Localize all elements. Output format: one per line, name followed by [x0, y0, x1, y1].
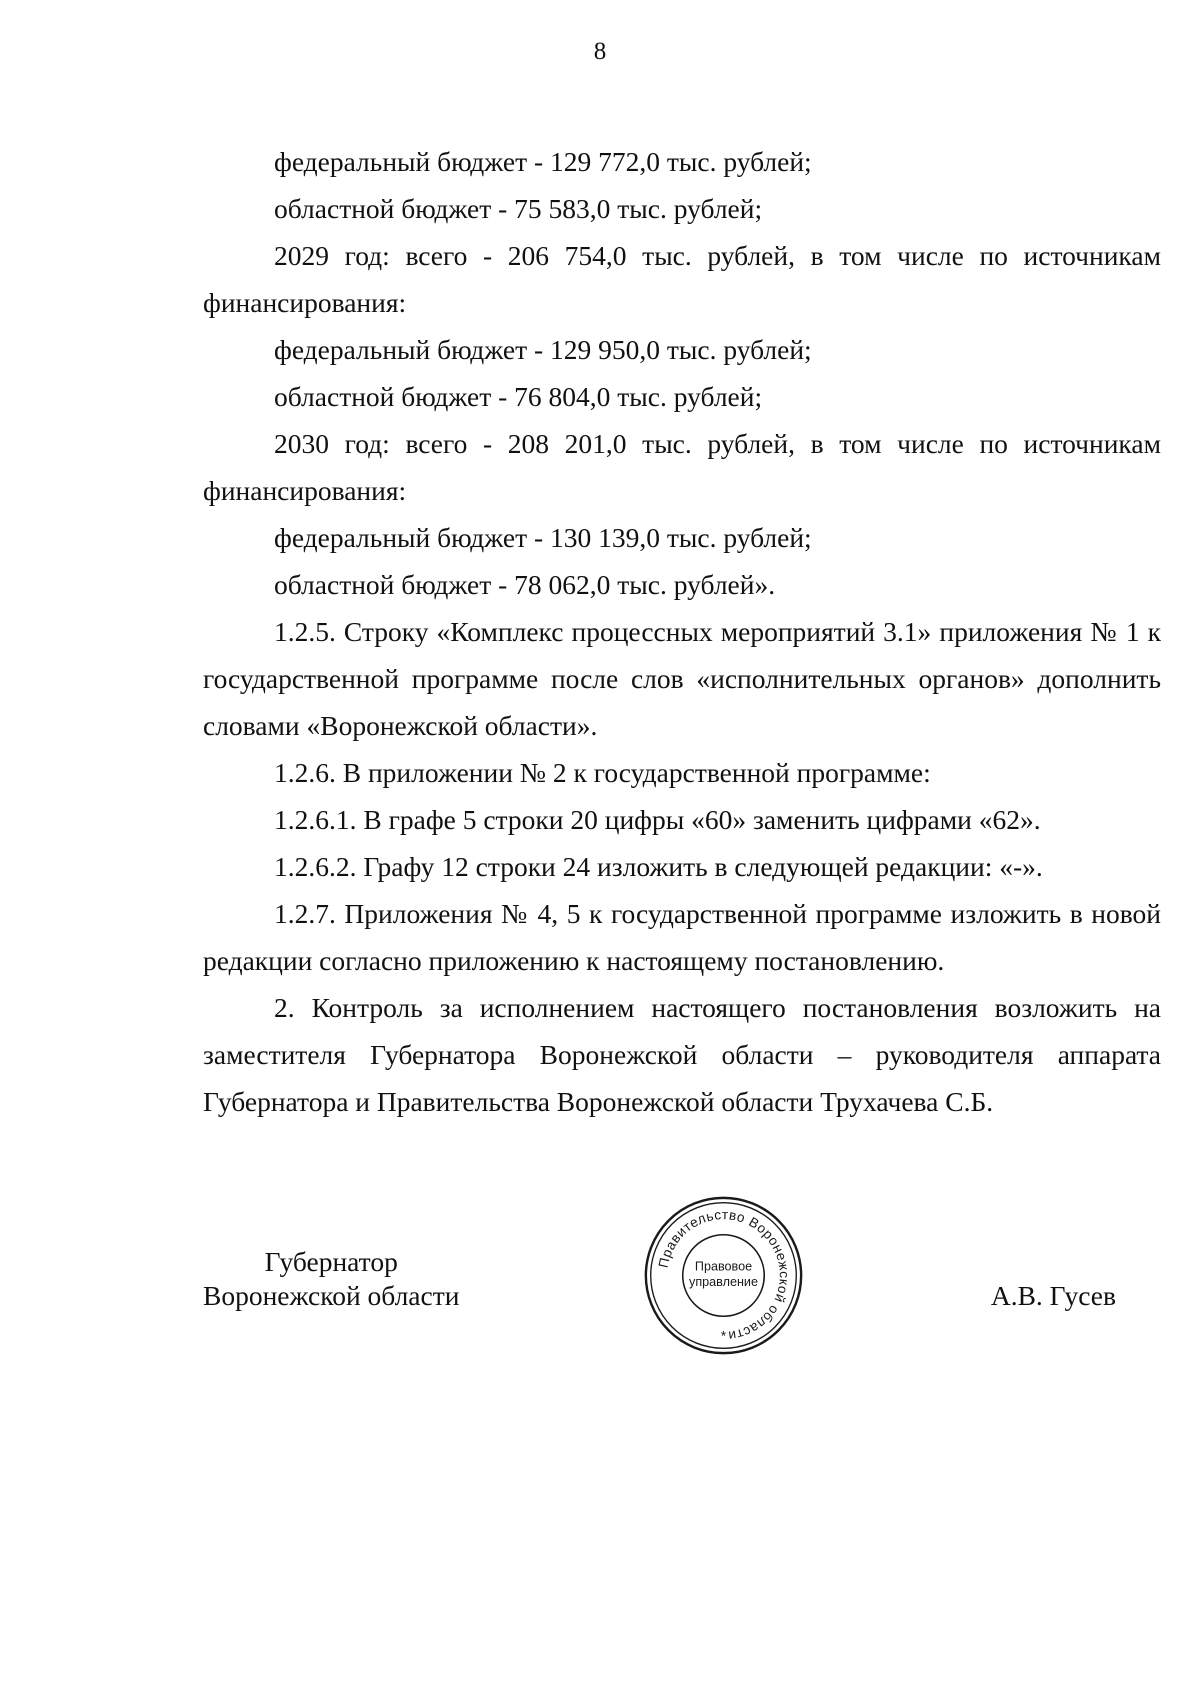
paragraph-federal-2028: федеральный бюджет - 129 772,0 тыс. рублей;	[274, 146, 812, 177]
official-seal	[641, 1193, 806, 1358]
seal-star-mark: *	[720, 1328, 727, 1344]
signer-name: А.В. Гусев	[990, 1280, 1116, 1311]
paragraph-regional-2029: областной бюджет - 76 804,0 тыс. рублей;	[274, 381, 763, 412]
paragraph-regional-2030: областной бюджет - 78 062,0 тыс. рублей».	[274, 569, 776, 600]
paragraph-total-2029: 2029 год: всего - 206 754,0 тыс. рублей, в том числе по источникам финансирования:	[203, 240, 1161, 318]
paragraph-1-2-5: 1.2.5. Строку «Комплекс процессных мероприятий 3.1» приложения № 1 к государственной программе после слов «исполнительных органов» дополнить словами «Воронежской области».	[203, 616, 1161, 741]
paragraph-regional-2028: областной бюджет - 75 583,0 тыс. рублей;	[274, 193, 763, 224]
signer-position	[203, 1245, 459, 1313]
paragraph-federal-2029: федеральный бюджет - 129 950,0 тыс. рублей;	[274, 334, 812, 365]
paragraph-1-2-6-2: 1.2.6.2. Графу 12 строки 24 изложить в следующей редакции: «-».	[274, 851, 1043, 882]
paragraph-2: 2. Контроль за исполнением настоящего постановления возложить на заместителя Губернатора Воронежской области – руководителя аппарата Губернатора и Правительства Воронежской области Трухачева С.Б.	[203, 992, 1161, 1117]
paragraph-1-2-6-1: 1.2.6.1. В графе 5 строки 20 цифры «60» заменить цифрами «62».	[274, 804, 1041, 835]
signer-position-line2: Воронежской области	[203, 1280, 460, 1311]
paragraph-1-2-6: 1.2.6. В приложении № 2 к государственной программе:	[274, 757, 931, 788]
paragraph-total-2030: 2030 год: всего - 208 201,0 тыс. рублей, в том числе по источникам финансирования:	[203, 428, 1161, 506]
document-body	[203, 138, 1161, 1125]
seal-center-line2: управление	[689, 1275, 758, 1290]
signer-position-line1: Губернатор	[264, 1246, 398, 1277]
page-number: 8	[593, 38, 607, 65]
paragraph-federal-2030: федеральный бюджет - 130 139,0 тыс. рублей;	[274, 522, 812, 553]
paragraph-1-2-7: 1.2.7. Приложения № 4, 5 к государственной программе изложить в новой редакции согласно приложению к настоящему постановлению.	[203, 898, 1161, 976]
seal-ring-text: Правительство Воронежской области	[655, 1207, 792, 1344]
signature-block	[203, 1207, 1161, 1355]
seal-center-line1: Правовое	[694, 1259, 753, 1274]
